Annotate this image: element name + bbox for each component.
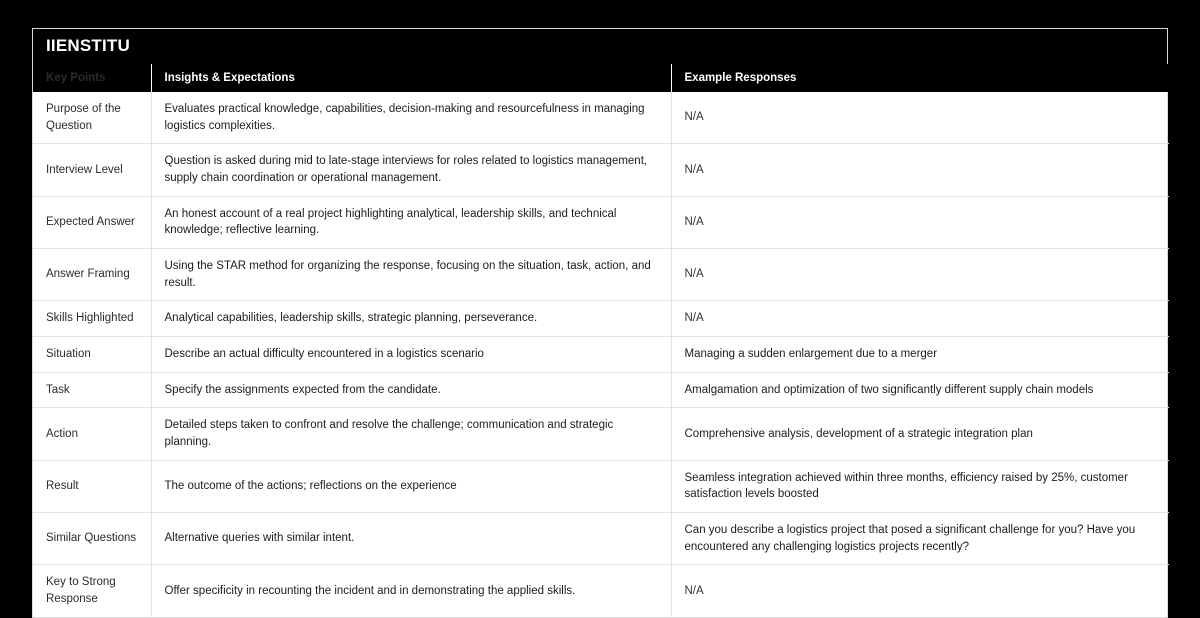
cell-insight: Specify the assignments expected from the candidate. bbox=[151, 372, 671, 408]
column-header-examples: Example Responses bbox=[671, 64, 1169, 92]
cell-insight: An honest account of a real project highlighting analytical, leadership skills, and technical knowledge; reflective learning. bbox=[151, 196, 671, 248]
cell-key-point: Result bbox=[33, 460, 151, 512]
cell-insight: Detailed steps taken to confront and resolve the challenge; communication and strategic planning. bbox=[151, 408, 671, 460]
table-row bbox=[33, 196, 1169, 248]
cell-insight: Describe an actual difficulty encountered in a logistics scenario bbox=[151, 337, 671, 373]
cell-key-point: Action bbox=[33, 408, 151, 460]
cell-key-point: Similar Questions bbox=[33, 513, 151, 565]
cell-key-point: Interview Level bbox=[33, 144, 151, 196]
table-row bbox=[33, 249, 1169, 301]
interview-guide-table bbox=[33, 64, 1169, 617]
cell-key-point: Situation bbox=[33, 337, 151, 373]
column-header-key-points: Key Points bbox=[33, 64, 151, 92]
table-body bbox=[33, 92, 1169, 617]
cell-insight: Analytical capabilities, leadership skills, strategic planning, perseverance. bbox=[151, 301, 671, 337]
cell-insight: Offer specificity in recounting the incident and in demonstrating the applied skills. bbox=[151, 565, 671, 617]
cell-example: Comprehensive analysis, development of a strategic integration plan bbox=[671, 408, 1169, 460]
cell-key-point: Skills Highlighted bbox=[33, 301, 151, 337]
table-header bbox=[33, 64, 1169, 92]
cell-key-point: Key to Strong Response bbox=[33, 565, 151, 617]
table-row bbox=[33, 565, 1169, 617]
table-row bbox=[33, 408, 1169, 460]
table-row bbox=[33, 92, 1169, 144]
cell-example: N/A bbox=[671, 144, 1169, 196]
table-row bbox=[33, 513, 1169, 565]
column-header-insights: Insights & Expectations bbox=[151, 64, 671, 92]
cell-example: Amalgamation and optimization of two significantly different supply chain models bbox=[671, 372, 1169, 408]
table-row bbox=[33, 337, 1169, 373]
cell-example: N/A bbox=[684, 584, 704, 597]
table-header-row bbox=[33, 64, 1169, 92]
cell-key-point: Answer Framing bbox=[33, 249, 151, 301]
cell-example: N/A bbox=[671, 249, 1169, 301]
cell-key-point: Purpose of the Question bbox=[33, 92, 151, 144]
table-row bbox=[33, 144, 1169, 196]
table-row bbox=[33, 372, 1169, 408]
brand-header bbox=[33, 29, 1167, 64]
cell-insight: Alternative queries with similar intent. bbox=[151, 513, 671, 565]
table-row bbox=[33, 301, 1169, 337]
cell-insight: Evaluates practical knowledge, capabilities, decision-making and resourcefulness in managing logistics complexities. bbox=[151, 92, 671, 144]
cell-example: Managing a sudden enlargement due to a merger bbox=[671, 337, 1169, 373]
brand-title: IIENSTITU bbox=[46, 36, 130, 55]
cell-key-point: Task bbox=[33, 372, 151, 408]
cell-example: Seamless integration achieved within three months, efficiency raised by 25%, customer satisfaction levels boosted bbox=[671, 460, 1169, 512]
cell-example: N/A bbox=[671, 301, 1169, 337]
cell-key-point: Expected Answer bbox=[33, 196, 151, 248]
content-card bbox=[32, 28, 1168, 618]
cell-example: N/A bbox=[671, 196, 1169, 248]
cell-example: Can you describe a logistics project that posed a significant challenge for you? Have you encountered any challenging logistics projects recently? bbox=[671, 513, 1169, 565]
cell-insight: The outcome of the actions; reflections on the experience bbox=[151, 460, 671, 512]
cell-insight: Using the STAR method for organizing the response, focusing on the situation, task, action, and result. bbox=[151, 249, 671, 301]
table-row bbox=[33, 460, 1169, 512]
cell-insight: Question is asked during mid to late-stage interviews for roles related to logistics management, supply chain coordination or operational management. bbox=[151, 144, 671, 196]
cell-example: N/A bbox=[671, 92, 1169, 144]
